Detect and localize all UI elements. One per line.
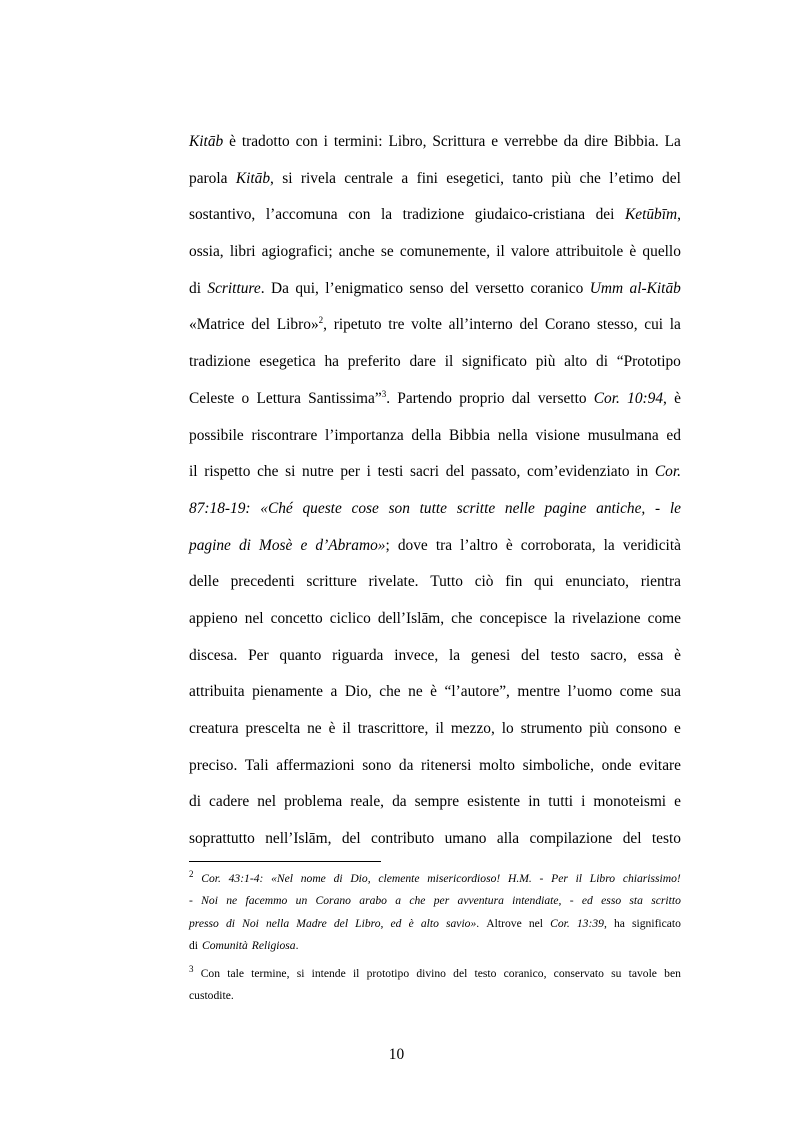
text-line: delle precedenti scritture rivelate. Tutto ciò fin qui enunciato, rientra	[189, 573, 681, 591]
footnote-line: di Comunità Religiosa.	[189, 938, 299, 952]
page-number: 10	[388, 1046, 405, 1063]
footnote-line: $^3$ Con tale termine, si intende il prototipo divino del testo coranico, conservato su tavole ben	[189, 964, 681, 981]
text-line: soprattutto nell’Islām, del contributo umano alla compilazione del testo	[189, 830, 681, 848]
footnote-line: custodite.	[189, 989, 234, 1003]
text-line: sostantivo, l’accomuna con la tradizione giudaico-cristiana dei Ketūbīm,	[189, 206, 681, 224]
text-line: ossia, libri agiografici; anche se comunemente, il valore attribuitole è quello	[189, 243, 681, 261]
text-line: creatura prescelta ne è il trascrittore, il mezzo, lo strumento più consono e	[189, 720, 681, 737]
text-line: Kitāb è tradotto con i termini: Libro, Scrittura e verrebbe da dire Bibbia. La	[189, 133, 681, 150]
text-line: attribuita pienamente a Dio, che ne è “l’autore”, mentre l’uomo come sua	[189, 683, 681, 701]
text-line: parola Kitāb, si rivela centrale a fini esegetici, tanto più che l’etimo del	[189, 169, 681, 187]
main-text	[189, 128, 681, 862]
text-line: «Matrice del Libro»$^2$, ripetuto tre volte all’interno del Corano stesso, cui la	[189, 315, 681, 334]
footnote-line: - Noi ne facemmo un Corano arabo a che per avventura intendiate, - ed esso sta scritto	[189, 894, 681, 908]
footnote-line: presso di Noi nella Madre del Libro, ed è alto savio». Altrove nel Cor. 13:39, ha significato	[189, 916, 681, 930]
text-line: Celeste o Lettura Santissima”$^3$. Partendo proprio dal versetto Cor. 10:94, è	[189, 388, 681, 407]
text-line: di Scritture. Da qui, l’enigmatico senso del versetto coranico Umm al-Kitāb	[189, 279, 681, 297]
text-line: discesa. Per quanto riguarda invece, la genesi del testo sacro, essa è	[189, 646, 681, 664]
text-line: possibile riscontrare l’importanza della Bibbia nella visione musulmana ed	[189, 426, 681, 444]
footnote-line: $^2$ Cor. 43:1-4: «Nel nome di Dio, clemente misericordioso! H.M. - Per il Libro chiarissimo!	[189, 869, 681, 885]
text-line: appieno nel concetto ciclico dell’Islām, che concepisce la rivelazione come	[189, 609, 681, 627]
text-line: 87:18-19: «Ché queste cose son tutte scritte nelle pagine antiche, - le	[189, 499, 681, 517]
text-line: di cadere nel problema reale, da sempre esistente in tutti i monoteismi e	[189, 793, 681, 811]
text-line: tradizione esegetica ha preferito dare il significato più alto di “Prototipo	[189, 353, 681, 371]
text-line: preciso. Tali affermazioni sono da ritenersi molto simboliche, onde evitare	[189, 756, 681, 774]
footnote-separator	[189, 861, 381, 862]
text-line: pagine di Mosè e d’Abramo»; dove tra l’altro è corroborata, la veridicità	[189, 536, 681, 554]
text-line: il rispetto che si nutre per i testi sacri del passato, com’evidenziato in Cor.	[189, 463, 681, 481]
footnotes	[189, 868, 681, 1008]
